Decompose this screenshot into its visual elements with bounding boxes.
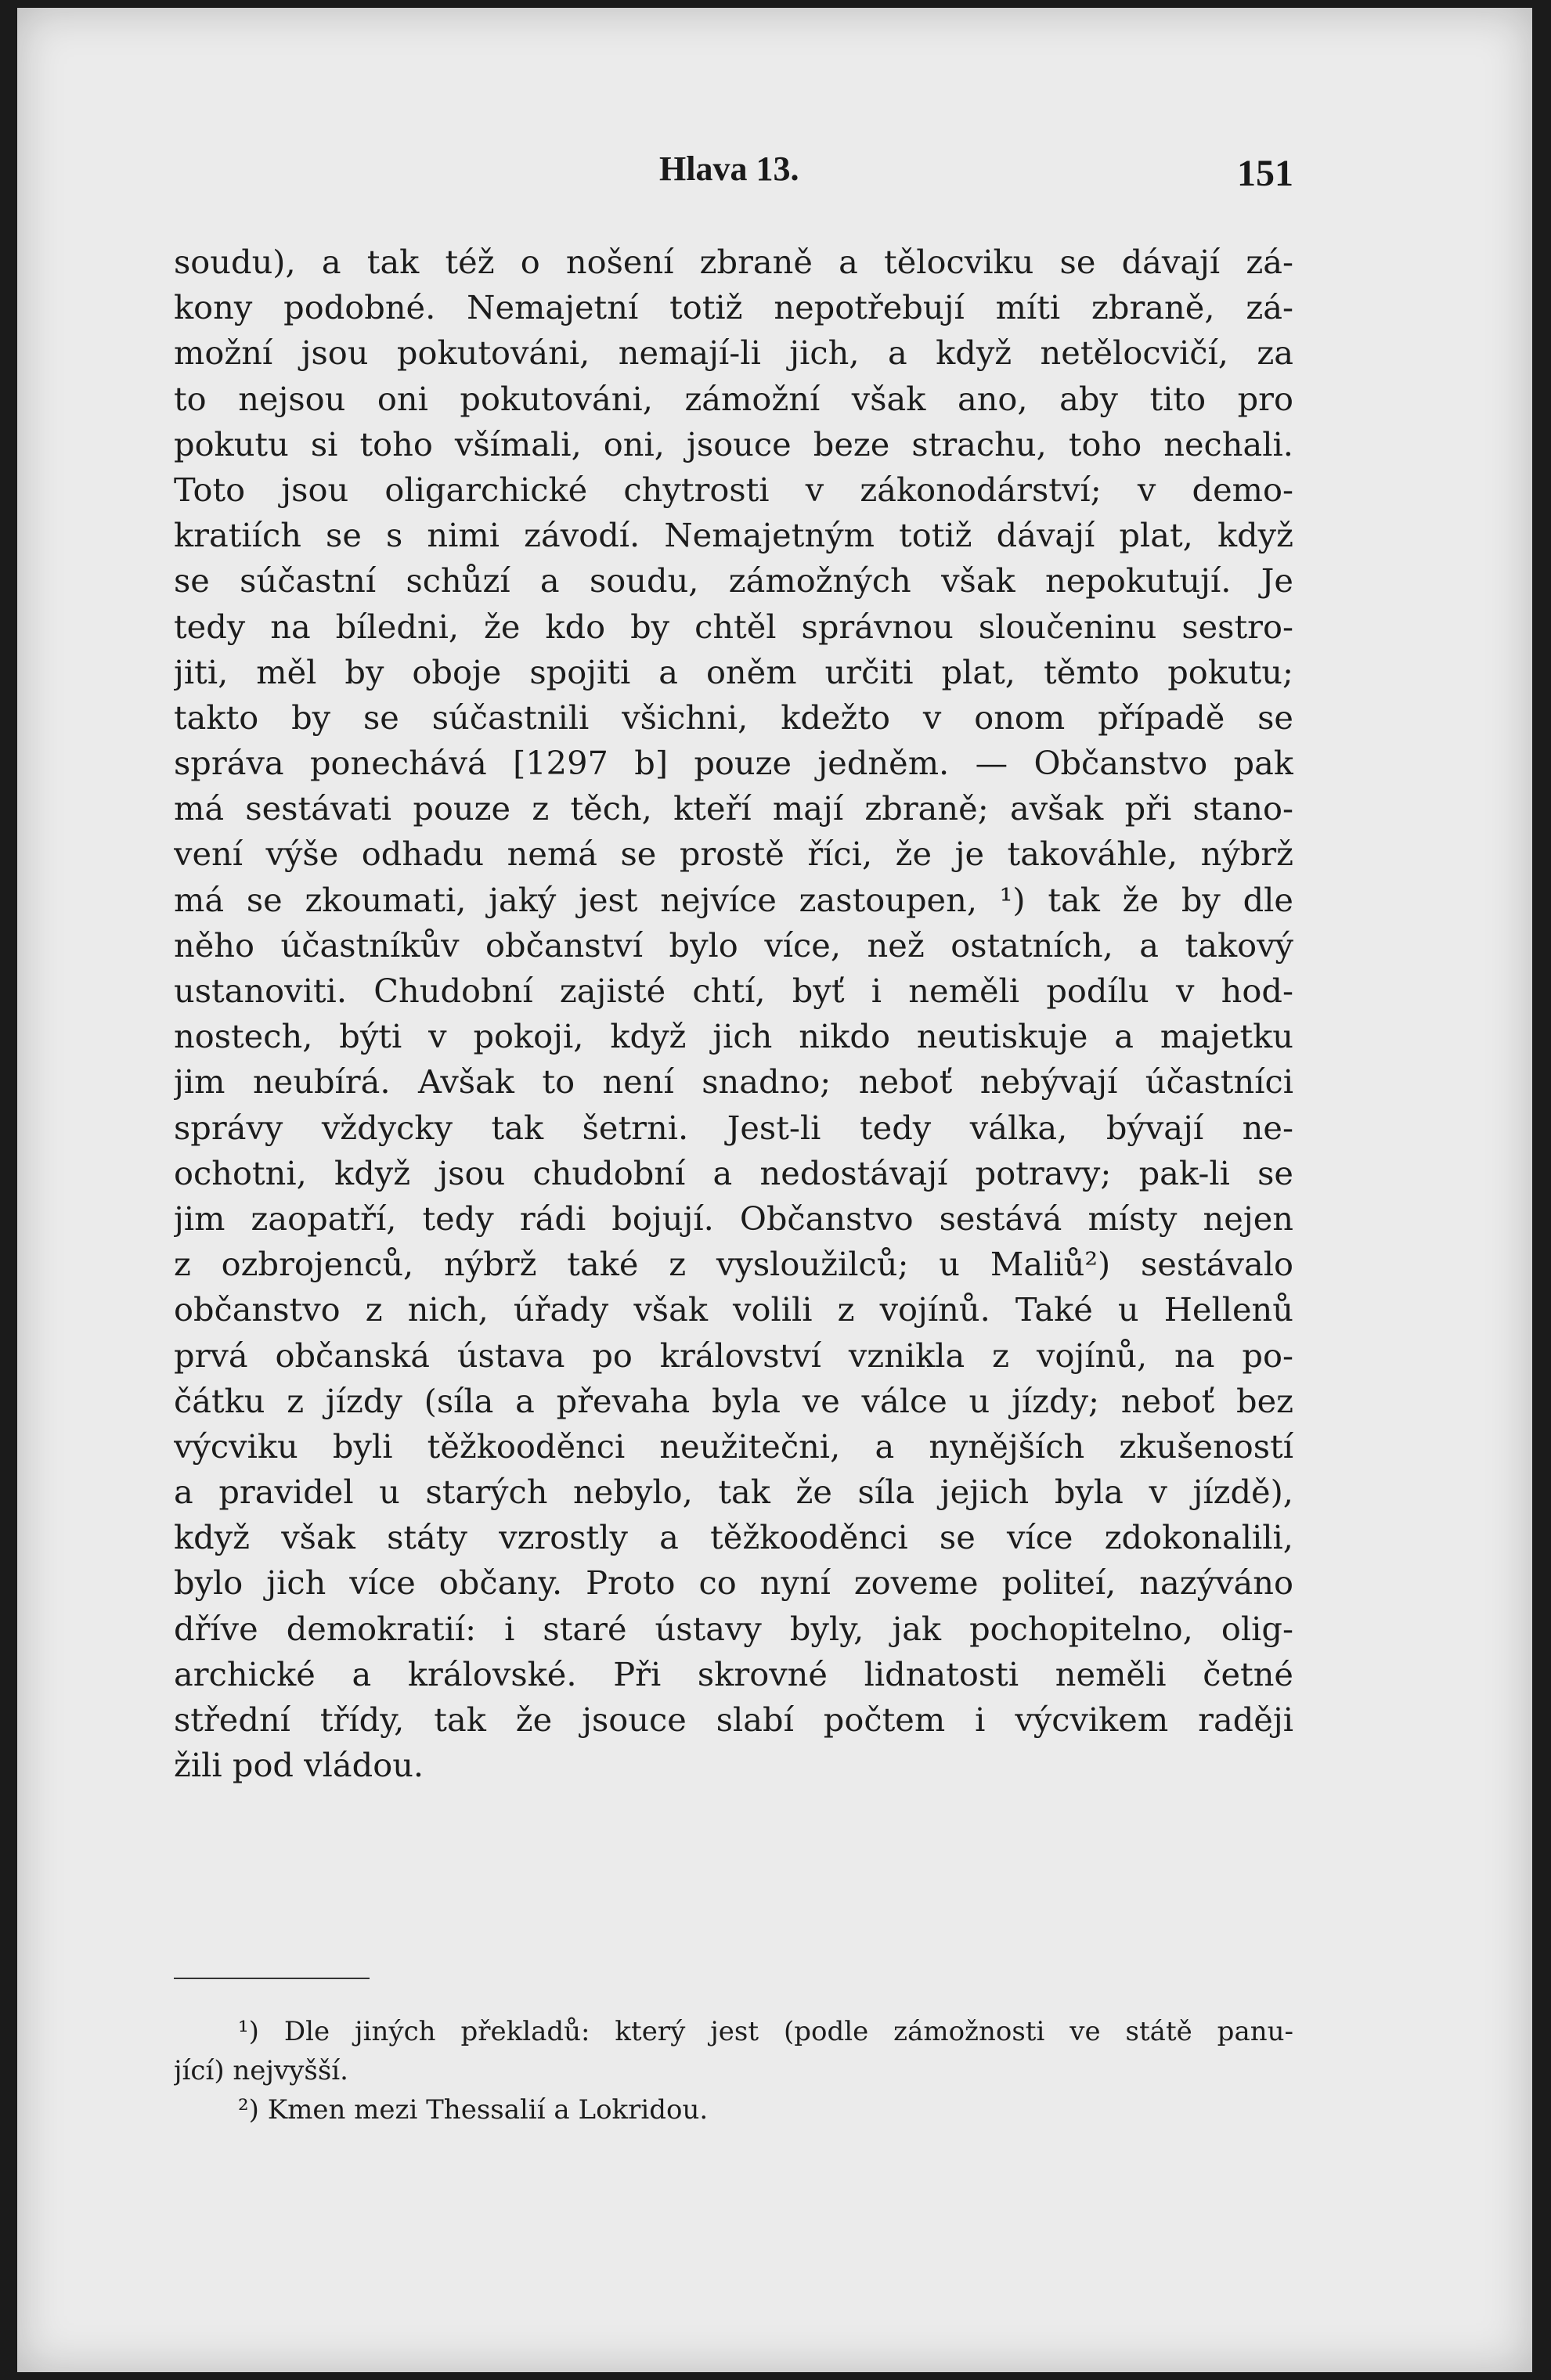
text-line: archické a královské. Při skrovné lidnatosti neměli četné xyxy=(174,1654,1293,1693)
text-line: a pravidel u starých nebylo, tak že síla jejich byla v jízdě), xyxy=(174,1473,1293,1512)
text-line: pokutu si toho všímali, oni, jsouce beze strachu, toho nechali. xyxy=(174,424,1293,463)
book-page xyxy=(17,8,1532,2372)
text-line: má sestávati pouze z těch, kteří mají zbraně; avšak při stano- xyxy=(174,789,1293,828)
text-line: jim zaopatří, tedy rádi bojují. Občanstvo sestává místy nejen xyxy=(174,1199,1293,1238)
footnote-divider xyxy=(174,1978,370,1979)
text-line: to nejsou oni pokutováni, zámožní však ano, aby tito pro xyxy=(174,379,1293,418)
text-line: kratiích se s nimi závodí. Nemajetným totiž dávají plat, když xyxy=(174,516,1293,555)
text-line: kony podobné. Nemajetní totiž nepotřebují míti zbraně, zá- xyxy=(174,288,1293,327)
footnote-1-continued: jící) nejvyšší. xyxy=(174,2055,348,2086)
text-line: takto by se súčastnili všichni, kdežto v onom případě se xyxy=(174,698,1293,737)
text-line: když však státy vzrostly a těžkooděnci se více zdokonalili, xyxy=(174,1518,1293,1557)
text-line: výcviku byli těžkooděnci neužitečni, a nynějších zkušeností xyxy=(174,1426,1293,1466)
text-line: správy vždycky tak šetrni. Jest-li tedy válka, bývají ne- xyxy=(174,1108,1293,1147)
text-line: Toto jsou oligarchické chytrosti v zákonodárství; v demo- xyxy=(174,470,1293,509)
footnotes xyxy=(174,2012,1293,2129)
footnote-2: ²) Kmen mezi Thessalií a Lokridou. xyxy=(238,2094,709,2126)
text-line: něho účastníkův občanství bylo více, než ostatních, a takový xyxy=(174,925,1293,965)
page-number: 151 xyxy=(1237,153,1293,194)
text-line: se súčastní schůzí a soudu, zámožných však nepokutují. Je xyxy=(174,561,1293,600)
text-line: střední třídy, tak že jsouce slabí počtem i výcvikem raději xyxy=(174,1700,1293,1739)
text-line: možní jsou pokutováni, nemají-li jich, a když netělocvičí, za xyxy=(174,334,1293,373)
text-line: jiti, měl by oboje spojiti a oněm určiti plat, těmto pokutu; xyxy=(174,652,1293,691)
text-line: žili pod vládou. xyxy=(174,1746,424,1785)
text-line: čátku z jízdy (síla a převaha byla ve válce u jízdy; neboť bez xyxy=(174,1381,1293,1420)
running-head: Hlava 13. xyxy=(659,150,799,188)
text-line: z ozbrojenců, nýbrž také z vysloužilců; u Maliů²) sestávalo xyxy=(174,1245,1293,1284)
text-line: nostech, býti v pokoji, když jich nikdo neutiskuje a majetku xyxy=(174,1017,1293,1056)
text-line: správa ponechává [1297 b] pouze jedněm. — Občanstvo pak xyxy=(174,744,1293,783)
footnote-1: ¹) Dle jiných překladů: který jest (podle zámožnosti ve státě panu- xyxy=(238,2016,1293,2047)
text-line: občanstvo z nich, úřady však volili z vojínů. Také u Hellenů xyxy=(174,1290,1293,1329)
page-header xyxy=(174,149,1293,196)
text-line: ustanoviti. Chudobní zajisté chtí, byť i neměli podílu v hod- xyxy=(174,972,1293,1010)
text-line: má se zkoumati, jaký jest nejvíce zastoupen, ¹) tak že by dle xyxy=(174,880,1293,919)
text-line: ochotni, když jsou chudobní a nedostávají potravy; pak-li se xyxy=(174,1153,1293,1192)
text-line: bylo jich více občany. Proto co nyní zoveme politeí, nazýváno xyxy=(174,1563,1293,1603)
text-line: tedy na bíledni, že kdo by chtěl správnou sloučeninu sestro- xyxy=(174,607,1293,646)
text-line: soudu), a tak též o nošení zbraně a tělocviku se dávají zá- xyxy=(174,243,1293,281)
text-line: prvá občanská ústava po království vznikla z vojínů, na po- xyxy=(174,1336,1293,1375)
text-line: jim neubírá. Avšak to není snadno; neboť nebývají účastníci xyxy=(174,1062,1293,1102)
text-line: vení výše odhadu nemá se prostě říci, že je takováhle, nýbrž xyxy=(174,835,1293,874)
text-line: dříve demokratií: i staré ústavy byly, jak pochopitelno, olig- xyxy=(174,1609,1293,1648)
body-text xyxy=(174,240,1293,1788)
